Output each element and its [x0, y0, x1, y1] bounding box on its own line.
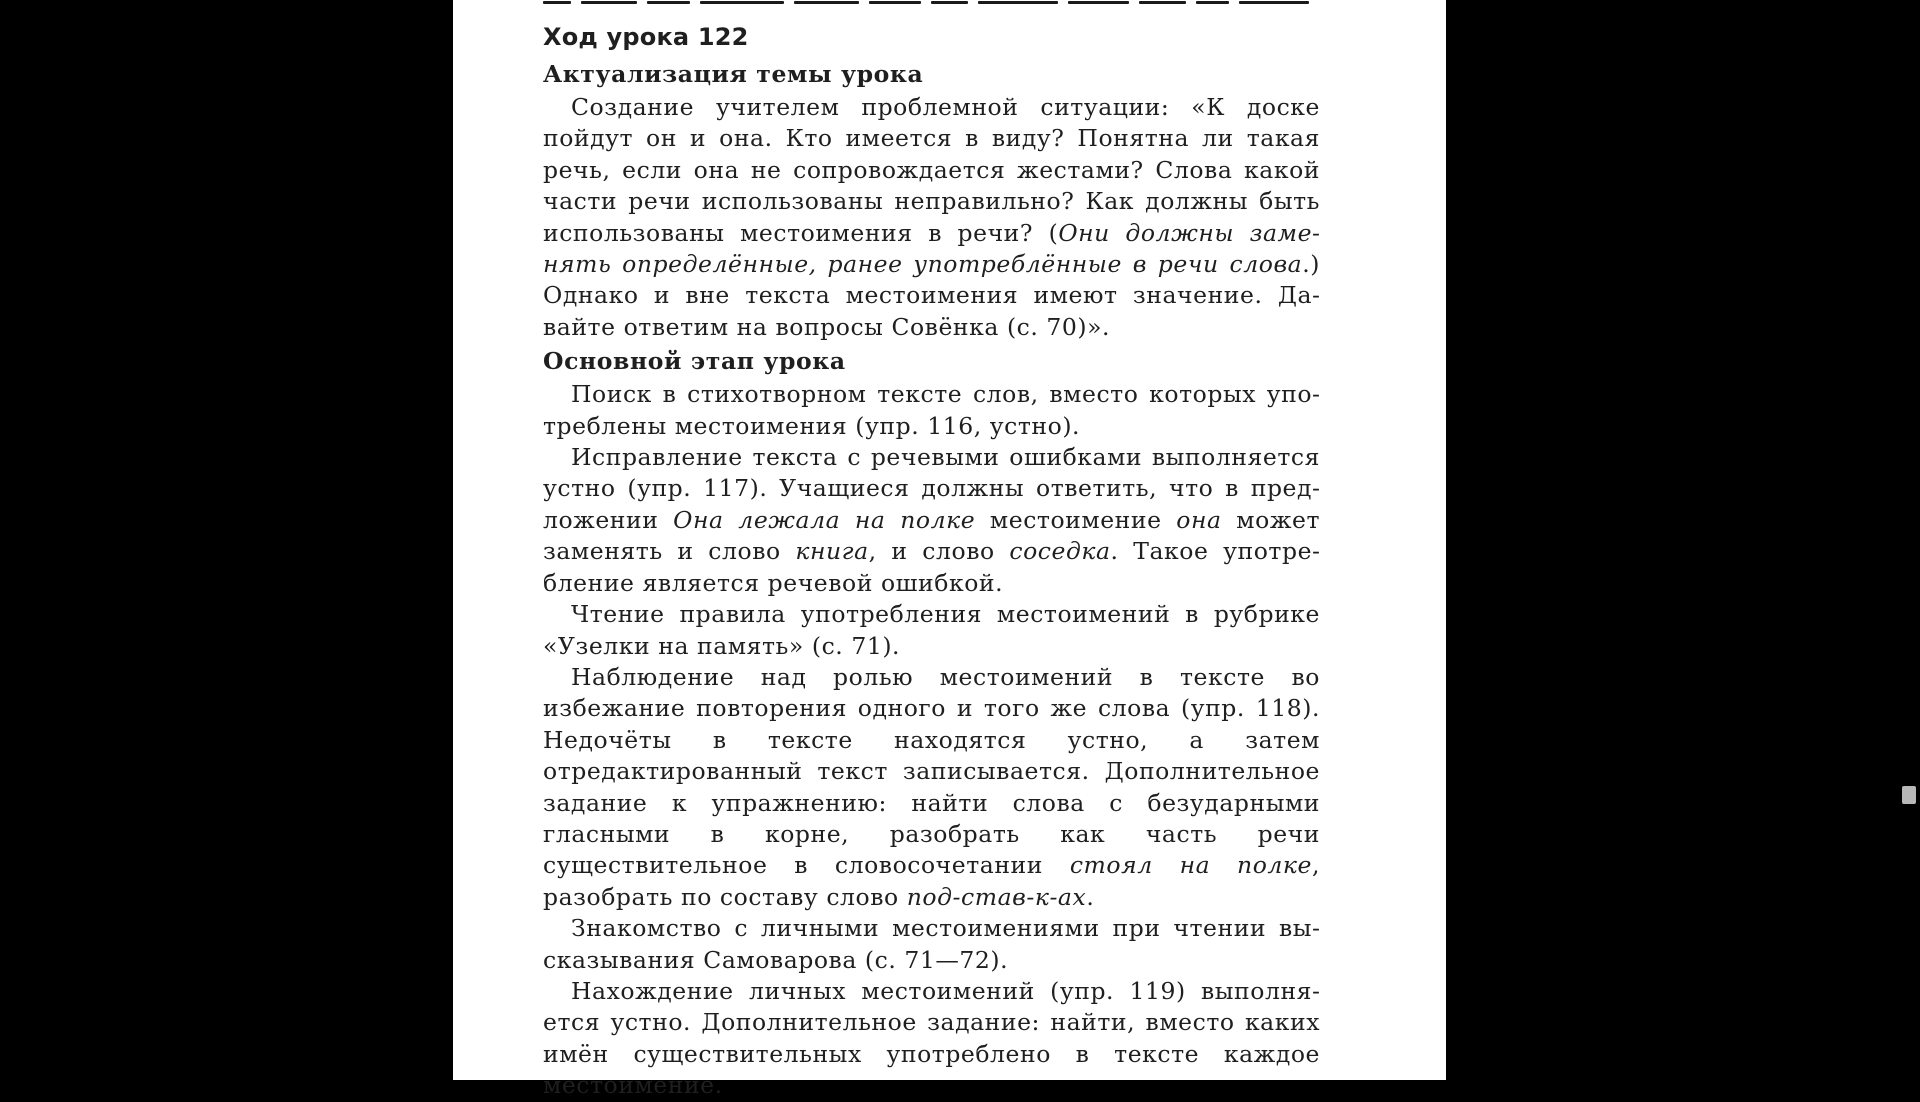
text-fragment [1068, 1, 1129, 4]
text-run: Знакомство с личными местоимениями при чтении высказывания Самоварова (с. 71—72). [543, 914, 1320, 974]
paragraph [543, 662, 1320, 913]
text-fragment [581, 1, 637, 4]
section-heading: Актуализация темы урока [543, 60, 924, 88]
paragraph [543, 92, 1320, 343]
text-run: Нахождение личных местоимений (упр. 119) выполняется устно. Дополнительное задание: найти, вместо каких имён существительных употреблено в тексте каждое местоимение. [543, 976, 1320, 1100]
italic-text: Она лежала на полке [673, 505, 976, 534]
text-fragment [931, 1, 968, 4]
text-run: местоимение [975, 505, 1177, 534]
text-run: , и слово [868, 537, 1010, 566]
italic-text: книга [795, 537, 869, 566]
sections-container [543, 56, 1320, 1102]
text-run: . Такое употребление является речевой ошибкой. [543, 537, 1320, 597]
page-content [543, 18, 1320, 1102]
text-fragment [543, 1, 571, 4]
text-fragment [1239, 1, 1309, 4]
italic-text: стоял на полке [1069, 851, 1312, 880]
text-fragment [794, 1, 860, 4]
italic-text: соседка [1009, 537, 1111, 566]
paragraph [543, 976, 1320, 1102]
italic-text: она [1176, 505, 1222, 534]
vertical-scrollbar[interactable] [1896, 0, 1920, 1080]
section-heading: Основной этап урока [543, 347, 846, 376]
italic-text: под-став-к-ах [906, 882, 1087, 911]
text-run: Создание учителем проблемной ситуации: «К доске пойдут он и она. Кто имеется в виду? Понятна ли такая речь, если она не сопровождается жестами? Слова какой части речи использованы неправильно? Как должны быть использованы местоимения в речи? ( [543, 93, 1320, 247]
text-run: . [1086, 882, 1095, 911]
paragraph [543, 379, 1320, 442]
text-run: , разобрать по составу слово [543, 851, 1320, 911]
text-fragment [978, 1, 1058, 4]
lesson-title: Ход урока 122 [543, 23, 749, 51]
text-run: .) Однако и вне текста местоимения имеют значение. Давайте ответим на вопросы Совёнка (с. 70)». [543, 250, 1320, 341]
text-run: Чтение правила употребления местоимений в рубрике «Узелки на память» (с. 71). [543, 600, 1320, 660]
text-fragment [700, 1, 784, 4]
text-fragment [869, 1, 921, 4]
paragraph [543, 599, 1320, 662]
previous-page-text-fragment [543, 0, 1319, 4]
text-run: может заменять и слово [543, 505, 1320, 566]
paragraph [543, 913, 1320, 976]
paragraph [543, 442, 1320, 599]
scrollbar-thumb[interactable] [1902, 786, 1916, 804]
text-run: Исправление текста с речевыми ошибками выполняется устно (упр. 117). Учащиеся должны ответить, что в предложении [543, 443, 1320, 534]
text-run: Наблюдение над ролью местоимений в тексте во избежание повторения одного и того же слова (упр. 118). Недочёты в тексте находятся устно, а затем отредактированный текст записывается. Дополнительное задание к упражнению: найти слова с безударными гласными в корне, разобрать как часть речи существительное в словосочетании [543, 662, 1320, 880]
italic-text: Они должны заменять определённые, ранее употреблённые в речи слова [543, 218, 1320, 279]
text-fragment [647, 1, 689, 4]
text-fragment [1196, 1, 1229, 4]
text-fragment [1139, 1, 1186, 4]
document-page [453, 0, 1446, 1100]
text-run: Поиск в стихотворном тексте слов, вместо которых употреблены местоимения (упр. 116, устно). [543, 380, 1320, 440]
